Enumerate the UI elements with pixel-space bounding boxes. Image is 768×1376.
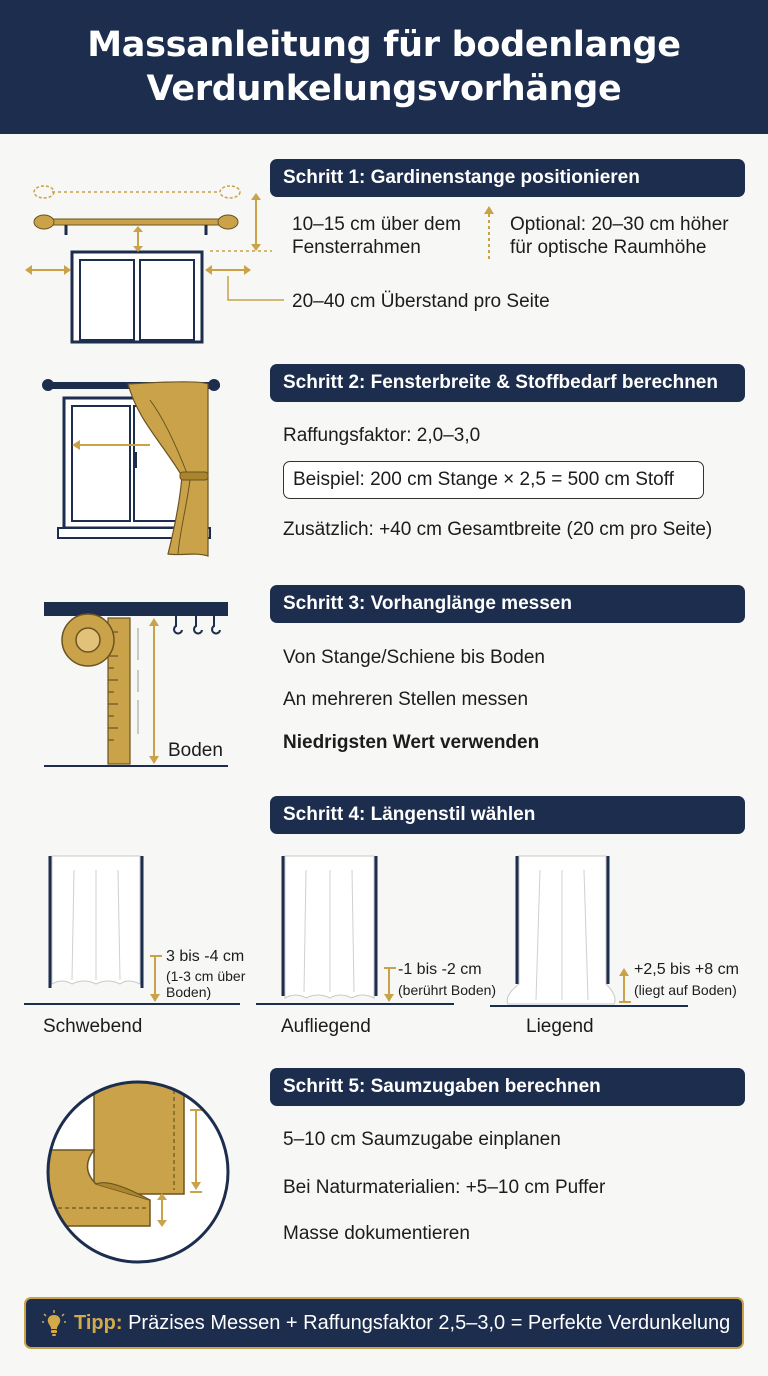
- step1-height-text: 10–15 cm über dem Fensterrahmen: [292, 214, 461, 258]
- step5-line-3: Masse dokumentieren: [283, 1223, 470, 1244]
- style-floating-name: Schwebend: [43, 1016, 143, 1037]
- lightbulb-icon: [42, 1310, 66, 1338]
- tip-banner: [24, 1297, 744, 1349]
- step3-line-1: Von Stange/Schiene bis Boden: [283, 647, 545, 668]
- page-header: [0, 0, 768, 134]
- title-line-2: Verdunkelungsvorhänge: [146, 69, 622, 109]
- step5-line-2: Bei Naturmaterialien: +5–10 cm Puffer: [283, 1177, 606, 1198]
- style-touching-name: Aufliegend: [281, 1016, 371, 1037]
- title-line-1: Massanleitung für bodenlange: [87, 25, 681, 65]
- tip-label: Tipp:: [74, 1312, 123, 1334]
- step3-line-2: An mehreren Stellen messen: [283, 689, 529, 710]
- style-floating-value: 3 bis -4 cm: [166, 948, 245, 965]
- step3-line-3: Niedrigsten Wert verwenden: [283, 732, 540, 753]
- step1-overhang-text: 20–40 cm Überstand pro Seite: [292, 291, 550, 312]
- page-title: [87, 23, 681, 111]
- window-fabric-illustration: [40, 376, 230, 561]
- floor-label: Boden: [168, 740, 223, 761]
- step2-heading: Schritt 2: Fensterbreite & Stoffbedarf berechnen: [270, 364, 745, 402]
- optional-height-arrow-icon: [482, 204, 496, 260]
- step3-heading: Schritt 3: Vorhanglänge messen: [270, 585, 745, 623]
- style-puddling-name: Liegend: [526, 1016, 594, 1037]
- style-puddling-note: (liegt auf Boden): [634, 982, 737, 998]
- step5-line-1: 5–10 cm Saumzugabe einplanen: [283, 1129, 561, 1150]
- step2-extra-text: Zusätzlich: +40 cm Gesamtbreite (20 cm pro Seite): [283, 519, 713, 540]
- step2-example-box: Beispiel: 200 cm Stange × 2,5 = 500 cm Stoff: [283, 461, 704, 499]
- style-puddling-value: +2,5 bis +8 cm: [634, 961, 739, 978]
- style-touching-value: -1 bis -2 cm: [398, 961, 482, 978]
- style-floating-note: (1-3 cm über Boden): [166, 968, 246, 1000]
- step5-heading: Schritt 5: Saumzugaben berechnen: [270, 1068, 745, 1106]
- curtain-rod-position-illustration: [22, 178, 272, 338]
- hem-detail-illustration: [44, 1076, 234, 1266]
- style-touching-note: (berührt Boden): [398, 982, 497, 998]
- step4-heading: Schritt 4: Längenstil wählen: [270, 796, 745, 834]
- step1-heading: Schritt 1: Gardinenstange positionieren: [270, 159, 745, 197]
- tip-text: Präzises Messen + Raffungsfaktor 2,5–3,0 = Perfekte Verdunkelung: [122, 1312, 731, 1334]
- step1-optional-text: Optional: 20–30 cm höher für optische Raumhöhe: [510, 214, 729, 258]
- step2-factor-text: Raffungsfaktor: 2,0–3,0: [283, 425, 481, 446]
